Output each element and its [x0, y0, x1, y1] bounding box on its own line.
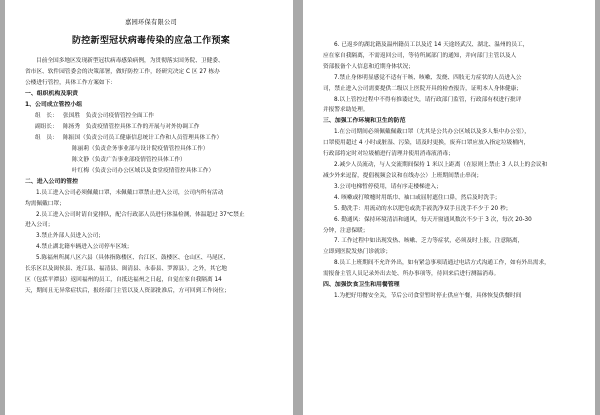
company-name: 嘉园环保有限公司 — [125, 19, 177, 26]
intro-line: 公楼进行管控，具体工作方案如下： — [25, 79, 116, 86]
body-line: 8.员工上班期间不允许外出，如有紧急事项请通过电话方式沟通工作，如有外出需求， — [334, 260, 550, 267]
body-line: 5.陈福州所属八区六县（具体指陈楼区、台江区、鼓楼区、仓山区、马尾区、 — [36, 255, 230, 262]
body-line: 1.为把好用餐安全关，节后公司食堂暂时停止供应午餐，具体恢复供餐时间 — [334, 293, 522, 300]
member-desc: 张国胜 负责公司疫情管控全面工作 — [63, 112, 154, 119]
member-row — [25, 111, 277, 122]
body-line: 长乐区以及闽侯县、连江县、福清县、闽清县、永泰县、罗源县），之外，其它地 — [25, 266, 227, 273]
body-line: 1.员工进入公司必须佩戴口罩，未佩戴口罩禁止进入公司，公司内所有活动 — [36, 189, 224, 196]
body-line: 减少外来逗留，提倡视频会议和在线办公）上班期间禁止串岗； — [323, 172, 483, 179]
body-line: 资部报备个人信息和近期身体状况； — [323, 63, 414, 70]
body-line: 司，禁止进入公司需要提供二级以上医院开具的检查报告，证明本人身体健康； — [323, 85, 523, 92]
body-line: 口罩使用超过 4 小时或脏湿、污染，请及时更换，废弃口罩应放入指定垃圾桶内， — [323, 140, 530, 147]
document-page-right — [303, 0, 595, 415]
body-line: 应在家自我隔离，不需返回公司，等待所属部门的通知，并向部门主管以及人 — [323, 52, 517, 59]
body-line: 1.在公司期间必须佩戴佩戴口罩（尤其是公共办公区域以及多人集中办公室）， — [334, 129, 530, 136]
member-extra: 陈丽莉（负责企务事业部与设计院疫情管控具体工作） — [72, 145, 209, 152]
body-line: 2.员工进入公司时请自觉排队，配合行政部人员进行体温检测，体温超过 37℃禁止 — [36, 211, 245, 218]
body-line: 4. 咳嗽或打喷嚏时用纸巾、袖口或屈肘遮住口鼻，然后及时洗手； — [334, 194, 501, 201]
member-role: 组 员： — [35, 134, 58, 141]
body-line: 均需佩戴口罩； — [25, 200, 65, 207]
section-heading-3: 三、加强工作环境和卫生的防范 — [323, 118, 406, 125]
member-row — [25, 122, 277, 133]
body-line: 7.禁止身体明显感觉不适有干咳、咳嗽、发烧、四肢无力症状的人员进入公 — [334, 74, 522, 81]
body-line: 3.公司电梯暂停使用，请有序走楼梯进入； — [334, 183, 442, 190]
member-extra: 陈文静（负责广告事业部疫情管控具体工作） — [72, 156, 186, 163]
body-line: 2.减少人员流动，与人交流期间保持 1 米以上距离（在原则上禁止 3 人以上的会议和 — [334, 162, 548, 169]
section-heading-2: 二、进入公司的管控 — [25, 178, 79, 185]
member-extra: 叶红梅（负责公司办公区域以及食堂疫情管控具体工作） — [72, 167, 215, 174]
body-line: 8.以上管控过程中不得有推诿过失，请行政部门监管，行政部有权进行批评 — [334, 96, 522, 103]
body-line: 5. 勤洗手：用流动的水以肥皂或洗手液洗净双手且洗手不少于 20 秒； — [334, 205, 512, 212]
body-line: 3.禁止外部人员进入公司； — [36, 233, 104, 240]
member-role: 组 长： — [35, 112, 58, 119]
body-line: 7. 工作过程中如出现发热、咳嗽、乏力等症状，必须及时上报，注意隔离， — [334, 238, 524, 245]
body-line: 6. 已返乡的湖北籍及温州籍员工以及近 14 天途经武汉、湖北、温州的员工， — [334, 42, 529, 48]
body-line: 区（包括平潭县）返回福州的员工，自抵达福州之日起，自觉在家自我隔离 14 — [25, 276, 222, 283]
subsection-heading: 1、公司成立管控小组 — [25, 101, 83, 108]
intro-line: 省市区、软件园管委会的决策部署，做好防控工作，经研究决定 C 区 27 栋办 — [25, 68, 220, 75]
body-line: 6. 勤通风：保持环境清洁和通风，每天开窗通风数次不少于 3 次，每次 20-30 — [334, 216, 532, 223]
member-row — [25, 133, 277, 144]
section-heading-4: 四、加强饮食卫生和用餐管理 — [323, 282, 400, 289]
member-desc: 陈振国（负责公司员工健康信息统计工作和人员管理具体工作） — [63, 134, 223, 141]
document-title: 防控新型冠状病毒传染的应急工作预案 — [71, 36, 231, 46]
body-line: 4.禁止湖北籍车辆进入公司停车区域； — [36, 244, 133, 251]
body-line: 行政部将定时对垃圾桶进行清理并使用消毒液消毒； — [323, 151, 454, 158]
body-line: 并报警求助处理。 — [323, 107, 369, 114]
intro-line: 目前全国多地区发现新型冠状病毒感染病例，为贯彻落实国务院、卫健委、 — [36, 58, 224, 64]
body-line: 需报备主管人员记录外出去处、所办事项等，待回来后进行测温消毒。 — [323, 271, 500, 278]
member-desc: 陈扬秀 负责疫情管控具体工作的开展与对外协调工作 — [63, 123, 200, 130]
section-heading-1: 一、组织机构及职责 — [25, 90, 79, 97]
body-line: 分钟，注意保暖； — [323, 227, 369, 234]
body-line: 立即到医院发热门诊就诊； — [323, 249, 392, 256]
member-role: 副组长： — [35, 123, 58, 130]
body-line: 进入公司； — [25, 222, 54, 229]
document-page-left — [5, 0, 293, 415]
body-line: 天，期间且无异常症状后，报经部门主管以及人资部批准后，方可回到工作岗位； — [25, 287, 230, 294]
